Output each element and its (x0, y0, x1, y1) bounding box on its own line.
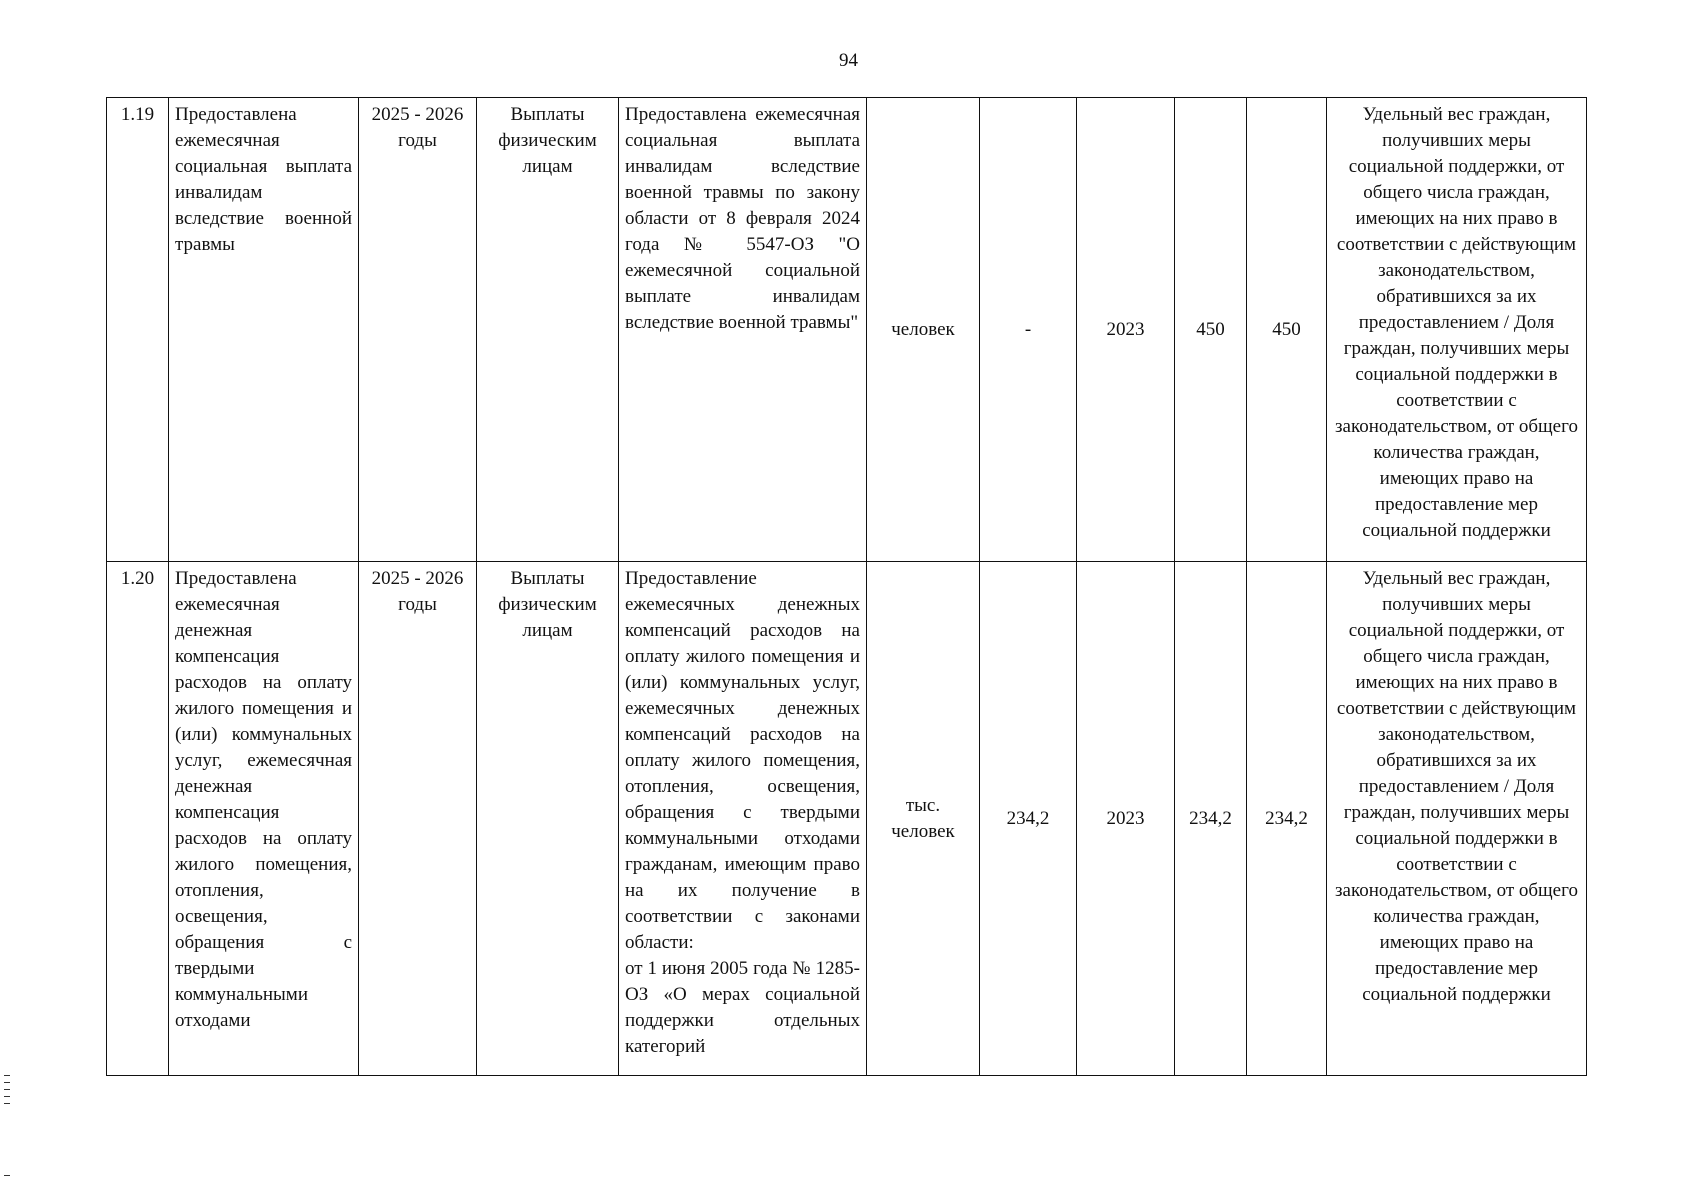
scan-mark (4, 1082, 10, 1083)
table-row (107, 562, 1587, 1076)
measure-type: Выплаты физическим лицам (477, 98, 619, 562)
unit: тыс. человек (867, 562, 980, 1076)
result-name: Предоставлена ежемесячная социальная выплата инвалидам вследствие военной травмы (169, 98, 359, 562)
period: 2025 - 2026 годы (359, 562, 477, 1076)
value-2026: 234,2 (1247, 562, 1327, 1076)
indicator: Удельный вес граждан, получивших меры социальной поддержки, от общего числа граждан, имеющих на них право в соответствии с действующим законодательством, обратившихся за их предоставлением / Доля граждан, получивших меры социальной поддержки в соответствии с законодательством, от общего количества граждан, имеющих право на предоставление мер социальной поддержки (1327, 98, 1587, 562)
description-text: Предоставление ежемесячных денежных компенсаций расходов на оплату жилого помещения и (или) коммунальных услуг, ежемесячных денежных компенсаций расходов на оплату жилого помещения, отопления, освещения, обращения с твердыми коммунальными отходами гражданам, имеющим право на их получение в соответствии с законами области: (625, 568, 860, 953)
base-year: 2023 (1077, 98, 1175, 562)
description-continued: от 1 июня 2005 года № 1285-ОЗ «О мерах социальной поддержки отдельных категорий (625, 958, 860, 1057)
scan-mark (4, 1096, 10, 1097)
row-number: 1.19 (107, 98, 169, 562)
value-2025: 234,2 (1175, 562, 1247, 1076)
description: Предоставлена ежемесячная социальная выплата инвалидам вследствие военной травмы по закону области от 8 февраля 2024 года № 5547-ОЗ "О ежемесячной социальной выплате инвалидам вследствие военной травмы" (619, 98, 867, 562)
page-number: 94 (839, 50, 858, 71)
result-name: Предоставлена ежемесячная денежная компенсация расходов на оплату жилого помещения и (или) коммунальных услуг, ежемесячная денежная компенсация расходов на оплату жилого помещения, отопления, освещения, обращения с твердыми коммунальными отходами (169, 562, 359, 1076)
value-2025: 450 (1175, 98, 1247, 562)
base-value: 234,2 (980, 562, 1077, 1076)
base-year: 2023 (1077, 562, 1175, 1076)
scan-mark (4, 1089, 10, 1090)
unit: человек (867, 98, 980, 562)
row-number: 1.20 (107, 562, 169, 1076)
scan-mark (4, 1175, 10, 1176)
indicator: Удельный вес граждан, получивших меры социальной поддержки, от общего числа граждан, имеющих на них право в соответствии с действующим законодательством, обратившихся за их предоставлением / Доля граждан, получивших меры социальной поддержки в соответствии с законодательством, от общего количества граждан, имеющих право на предоставление мер социальной поддержки (1327, 562, 1587, 1076)
period: 2025 - 2026 годы (359, 98, 477, 562)
scan-mark (4, 1075, 10, 1076)
measure-type: Выплаты физическим лицам (477, 562, 619, 1076)
measures-table (106, 97, 1587, 1076)
base-value: - (980, 98, 1077, 562)
description (619, 562, 867, 1076)
value-2026: 450 (1247, 98, 1327, 562)
scan-mark (4, 1103, 10, 1104)
table-row (107, 98, 1587, 562)
